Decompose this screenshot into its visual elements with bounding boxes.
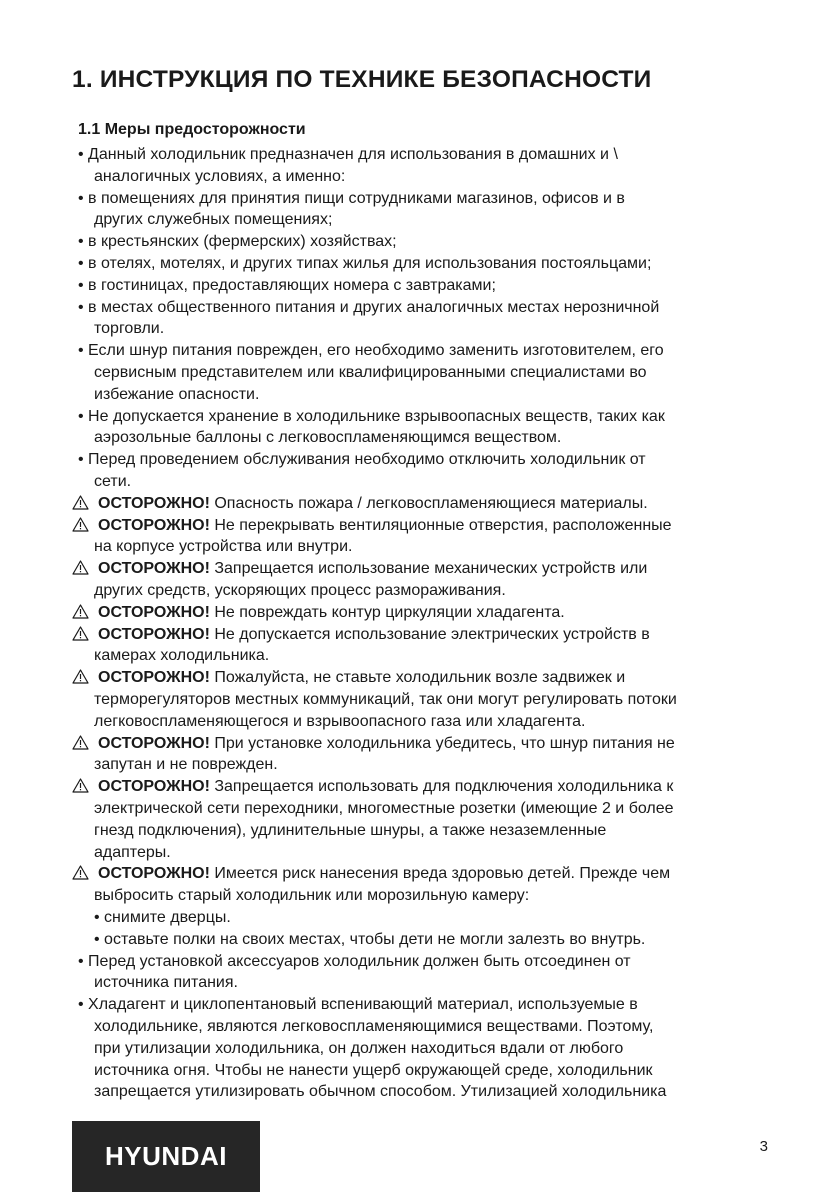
line-text: на корпусе устройства или внутри.: [94, 538, 353, 556]
text-line: [78, 994, 638, 1016]
text-line: [94, 1038, 623, 1060]
text-line: [78, 406, 665, 428]
line-text: • в крестьянских (фермерских) хозяйствах;: [78, 233, 397, 251]
text-line: [78, 297, 659, 319]
warning-line: [72, 776, 673, 798]
line-text: избежание опасности.: [94, 385, 260, 403]
warning-line: [72, 863, 670, 885]
warning-label: ОСТОРОЖНО!: [98, 734, 210, 752]
text-line: [94, 362, 647, 384]
warning-line: [72, 667, 625, 689]
text-line: [94, 842, 171, 864]
line-text: • Данный холодильник предназначен для использования в домашних и \: [78, 146, 618, 163]
line-text: Опасность пожара / легковоспламеняющиеся материалы.: [209, 494, 648, 512]
line-text: адаптеры.: [94, 843, 171, 861]
hyundai-logo: [72, 1121, 260, 1192]
text-line: [78, 253, 651, 275]
line-text: • Перед проведением обслуживания необходимо отключить холодильник от: [78, 451, 646, 469]
line-text: сервисным представителем или квалифицированными специалистами во: [94, 364, 647, 381]
text-line: [78, 275, 496, 297]
line-text: легковоспламеняющегося и взрывоопасного газа или хладагента.: [94, 712, 586, 730]
text-line: [94, 645, 269, 667]
line-text: • в помещениях для принятия пищи сотрудниками магазинов, офисов и в: [78, 189, 625, 207]
warning-triangle-icon: [72, 517, 89, 532]
line-text: Имеется риск нанесения вреда здоровью детей. Прежде чем: [209, 865, 671, 883]
warning-triangle-icon: [72, 560, 89, 575]
line-text: аналогичных условиях, а именно:: [94, 167, 346, 185]
text-line: [94, 1081, 666, 1103]
text-line: [94, 536, 352, 558]
warning-triangle-icon: [72, 604, 89, 619]
warning-line: [72, 733, 675, 755]
text-line: [94, 929, 645, 951]
text-line: [94, 1060, 653, 1082]
line-text: При установке холодильника убедитесь, что шнур питания не: [209, 734, 675, 752]
logo-text: HYUNDAI: [105, 1141, 227, 1171]
line-text: Не повреждать контур циркуляции хладагента.: [209, 603, 565, 621]
warning-line: [72, 558, 647, 580]
warning-label: ОСТОРОЖНО!: [98, 516, 210, 534]
text-line: [78, 449, 646, 471]
text-line: [94, 689, 677, 711]
warning-label: ОСТОРОЖНО!: [98, 865, 210, 883]
warning-triangle-icon: [72, 865, 89, 880]
line-text: холодильнике, являются легковоспламеняющимися веществами. Поэтому,: [94, 1018, 654, 1035]
text-line: [94, 427, 561, 449]
line-text: терморегуляторов местных коммуникаций, так они могут регулировать потоки: [94, 691, 677, 708]
line-text: выбросить старый холодильник или морозильную камеру:: [94, 887, 530, 905]
line-text: Пожалуйста, не ставьте холодильник возле задвижек и: [209, 669, 626, 687]
warning-triangle-icon: [72, 626, 89, 641]
line-text: • Если шнур питания поврежден, его необходимо заменить изготовителем, его: [78, 342, 664, 360]
warning-label: ОСТОРОЖНО!: [98, 560, 210, 578]
warning-line: [72, 515, 672, 537]
warning-label: ОСТОРОЖНО!: [98, 669, 210, 687]
warning-label: ОСТОРОЖНО!: [98, 603, 210, 621]
text-line: [94, 384, 259, 406]
text-line: [94, 907, 231, 929]
line-text: других средств, ускоряющих процесс размораживания.: [94, 582, 506, 599]
text-line: [94, 209, 332, 231]
line-text: запрещается утилизировать обычном способом. Утилизацией холодильника: [94, 1083, 667, 1101]
text-line: [94, 820, 606, 842]
line-text: торговли.: [94, 320, 165, 338]
warning-label: ОСТОРОЖНО!: [98, 778, 210, 796]
line-text: • Перед установкой аксессуаров холодильник должен быть отсоединен от: [78, 952, 631, 970]
warning-line: [72, 602, 565, 624]
page-title: 1. ИНСТРУКЦИЯ ПО ТЕХНИКЕ БЕЗОПАСНОСТИ: [72, 66, 652, 93]
line-text: камерах холодильника.: [94, 647, 270, 665]
line-text: • снимите дверцы.: [94, 909, 231, 926]
line-text: • в отелях, мотелях, и других типах жилья для использования постояльцами;: [78, 255, 652, 272]
line-text: запутан и не поврежден.: [94, 756, 278, 774]
text-line: [78, 231, 397, 253]
line-text: • Хладагент и циклопентановый вспенивающий материал, используемые в: [78, 996, 638, 1014]
warning-line: [72, 493, 648, 515]
line-text: других служебных помещениях;: [94, 211, 333, 229]
warning-triangle-icon: [72, 669, 89, 684]
text-line: [78, 951, 631, 973]
line-text: • в местах общественного питания и других аналогичных местах нерозничной: [78, 298, 660, 316]
line-text: Запрещается использовать для подключения холодильника к: [209, 778, 674, 796]
text-line: [94, 885, 529, 907]
text-line: [94, 1016, 653, 1038]
warning-triangle-icon: [72, 778, 89, 793]
line-text: источника огня. Чтобы не нанести ущерб окружающей среде, холодильник: [94, 1061, 653, 1079]
section-subtitle: 1.1 Меры предосторожности: [78, 121, 306, 138]
text-line: [94, 972, 238, 994]
line-text: Не перекрывать вентиляционные отверстия, расположенные: [209, 516, 672, 534]
line-text: Запрещается использование механических устройств или: [209, 560, 648, 578]
text-line: [94, 318, 164, 340]
text-line: [78, 340, 664, 362]
line-text: источника питания.: [94, 974, 238, 992]
line-text: • Не допускается хранение в холодильнике взрывоопасных веществ, таких как: [78, 407, 665, 425]
warning-triangle-icon: [72, 495, 89, 510]
text-line: [78, 188, 625, 210]
text-line: [94, 711, 585, 733]
line-text: • в гостиницах, предоставляющих номера с завтраками;: [78, 276, 496, 294]
warning-label: ОСТОРОЖНО!: [98, 625, 210, 643]
line-text: Не допускается использование электрических устройств в: [209, 625, 650, 643]
line-text: аэрозольные баллоны с легковоспламеняющимся веществом.: [94, 429, 562, 447]
page-number: 3: [759, 1138, 768, 1155]
line-text: при утилизации холодильника, он должен находиться вдали от любого: [94, 1039, 624, 1057]
warning-line: [72, 624, 650, 646]
warning-triangle-icon: [72, 735, 89, 750]
text-line: [94, 798, 674, 820]
text-line: [78, 144, 618, 166]
warning-label: ОСТОРОЖНО!: [98, 494, 210, 512]
line-text: • оставьте полки на своих местах, чтобы дети не могли залезть во внутрь.: [94, 930, 646, 948]
text-line: [94, 580, 506, 602]
text-line: [94, 754, 278, 776]
text-line: [94, 166, 345, 188]
line-text: электрической сети переходники, многоместные розетки (имеющие 2 и более: [94, 800, 674, 817]
line-text: гнезд подключения), удлинительные шнуры, а также незаземленные: [94, 821, 607, 839]
line-text: сети.: [94, 473, 132, 490]
text-line: [94, 471, 131, 493]
